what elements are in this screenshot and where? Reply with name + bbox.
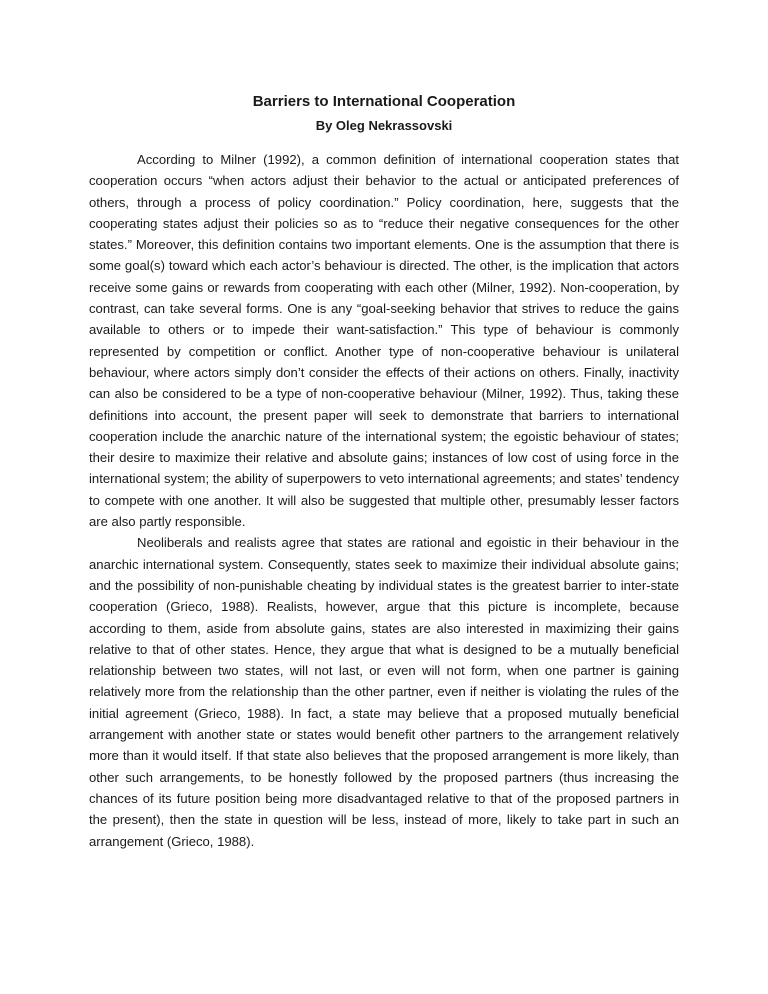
paragraph-1: According to Milner (1992), a common definition of international cooperation states that cooperation occurs “when actors adjust their behavior to the actual or anticipated preferences of others, through a process of policy coordination.” Policy coordination, here, suggests that the cooperating states adjust their policies so as to “reduce their negative consequences for the other states.” Moreover, this definition contains two important elements. One is the assumption that there is some goal(s) toward which each actor’s behaviour is directed. The other, is the implication that actors receive some gains or rewards from cooperating with each other (Milner, 1992). Non-cooperation, by contrast, can take several forms. One is any “goal-seeking behavior that strives to reduce the gains available to others or to impede their want-satisfaction.” This type of behaviour is commonly represented by competition or conflict. Another type of non-cooperative behaviour is unilateral behaviour, where actors simply don’t consider the effects of their actions on others. Finally, inactivity can also be considered to be a type of non-cooperative behaviour (Milner, 1992). Thus, taking these definitions into account, the present paper will seek to demonstrate that barriers to international cooperation include the anarchic nature of the international system; the egoistic behaviour of states; their desire to maximize their relative and absolute gains; instances of low cost of using force in the international system; the ability of superpowers to veto international agreements; and states’ tendency to compete with one another. It will also be suggested that multiple other, presumably lesser factors are also partly responsible. bbox=[89, 152, 679, 530]
document-author: By Oleg Nekrassovski bbox=[315, 118, 453, 133]
document-title: Barriers to International Cooperation bbox=[252, 93, 516, 110]
paragraph-2: Neoliberals and realists agree that states are rational and egoistic in their behaviour in the anarchic international system. Consequently, states seek to maximize their individual absolute gains; and the possibility of non-punishable cheating by individual states is the greatest barrier to inter-state cooperation (Grieco, 1988). Realists, however, argue that this picture is incomplete, because according to them, aside from absolute gains, states are also interested in maximizing their gains relative to that of other states. Hence, they argue that what is designed to be a mutually beneficial relationship between two states, will not last, or even will not form, when one partner is gaining relatively more from the relationship than the other partner, even if neither is violating the rules of the initial agreement (Grieco, 1988). In fact, a state may believe that a proposed mutually beneficial arrangement with another state or states would benefit other partners to the arrangement relatively more than it would itself. If that state also believes that the proposed arrangement is more likely, than other such arrangements, to be honestly followed by the proposed partners (thus increasing the chances of its future position being more disadvantaged relative to that of the proposed partners in the present), then the state in question will be less, instead of more, likely to take part in such an arrangement (Grieco, 1988). bbox=[89, 535, 679, 849]
document-body bbox=[89, 149, 679, 852]
